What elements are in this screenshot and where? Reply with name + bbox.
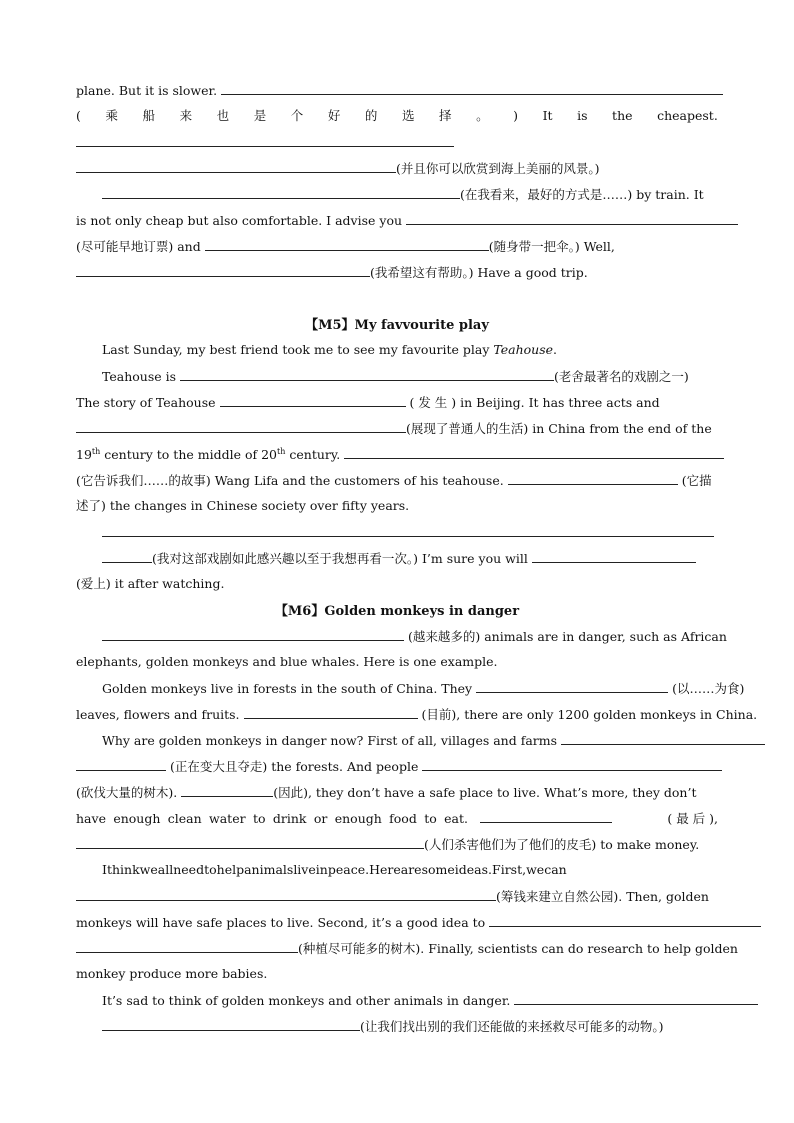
- m4-line-5: (在我看来，最好的方式是……) by train. It: [76, 184, 718, 204]
- m4-line-6: is not only cheap but also comfortable. I advise you: [76, 210, 718, 230]
- word-token: eat.: [444, 811, 468, 826]
- answer-blank[interactable]: [422, 756, 722, 771]
- m6-line-15: It’s sad to think of golden monkeys and other animals in danger.: [76, 990, 718, 1010]
- m5-line-3: The story of Teahouse ( 发 生 ) in Beijing. It has three acts and: [76, 392, 718, 412]
- m5-line-9: (我对这部戏剧如此感兴趣以至于我想再看一次。) I’m sure you will: [76, 548, 718, 568]
- answer-blank[interactable]: [561, 730, 765, 745]
- m6-line-8: have enough clean water to drink or enough food to eat. ( 最 后 ),: [76, 808, 718, 828]
- m5-line-10: (爱上) it after watching.: [76, 576, 225, 591]
- answer-blank[interactable]: [220, 392, 406, 407]
- m6-line-3: Golden monkeys live in forests in the south of China. They (以……为食): [76, 678, 718, 698]
- answer-blank[interactable]: [344, 444, 724, 459]
- answer-blank[interactable]: [244, 704, 418, 719]
- word-token: enough: [113, 811, 161, 826]
- word-token: all: [157, 862, 174, 877]
- word-token: live: [293, 862, 316, 877]
- m4-line-3: [76, 132, 718, 152]
- answer-blank[interactable]: [102, 626, 404, 641]
- word-token: think: [106, 862, 140, 877]
- word-token: First,: [492, 862, 527, 877]
- m6-line-8-words: [76, 809, 468, 829]
- m6-line-5: Why are golden monkeys in danger now? First of all, villages and farms: [76, 730, 718, 750]
- m5-line-6: (它告诉我们……的故事) Wang Lifa and the customers of his teahouse. (它描: [76, 470, 718, 490]
- word-token: Here: [369, 862, 401, 877]
- m6-line-6: (正在变大且夺走) the forests. And people: [76, 756, 718, 776]
- word-token: 好: [327, 108, 341, 123]
- m4-line-7: (尽可能早地订票) and (随身带一把伞。) Well,: [76, 236, 718, 256]
- m6-line-9: (人们杀害他们为了他们的皮毛) to make money.: [76, 834, 718, 854]
- word-token: clean: [167, 811, 202, 826]
- m5-line-1: Last Sunday, my best friend took me to see my favourite play Teahouse.: [102, 342, 558, 357]
- answer-blank[interactable]: [221, 80, 723, 95]
- answer-blank[interactable]: [476, 678, 668, 693]
- word-token: I: [102, 862, 107, 877]
- word-token: 。: [476, 108, 489, 123]
- word-token: food: [389, 811, 417, 826]
- answer-blank[interactable]: [480, 808, 612, 823]
- answer-blank[interactable]: [76, 938, 298, 953]
- m5-line-8: [76, 522, 718, 542]
- word-token: in: [315, 862, 328, 877]
- answer-blank[interactable]: [205, 236, 489, 251]
- word-token: 来: [179, 108, 193, 123]
- word-token: 选: [401, 108, 415, 123]
- word-token: 择: [439, 108, 452, 123]
- word-token: help: [216, 862, 245, 877]
- word-token: (: [76, 108, 81, 123]
- m6-line-16: (让我们找出别的我们还能做的来拯救尽可能多的动物。): [76, 1016, 718, 1036]
- answer-blank[interactable]: [76, 158, 396, 173]
- word-token: 个: [290, 108, 304, 123]
- answer-blank[interactable]: [532, 548, 696, 563]
- word-token: 乘: [105, 108, 118, 123]
- m6-line-14: monkey produce more babies.: [76, 966, 268, 981]
- answer-blank[interactable]: [76, 418, 406, 433]
- word-token: to: [252, 811, 266, 826]
- answer-blank[interactable]: [102, 522, 714, 537]
- word-token: enough: [334, 811, 382, 826]
- word-token: the: [612, 108, 633, 123]
- answer-blank[interactable]: [406, 210, 738, 225]
- m6-line-7: (砍伐大量的树木). (因此), they don’t have a safe place to live. What’s more, they don’t: [76, 782, 718, 802]
- m6-line-4: leaves, flowers and fruits. (目前), there are only 1200 golden monkeys in China.: [76, 704, 718, 724]
- m5-line-2: Teahouse is (老舍最著名的戏剧之一): [76, 366, 718, 386]
- answer-blank[interactable]: [514, 990, 758, 1005]
- section-title-m5: 【M5】My favvourite play: [305, 318, 489, 333]
- m6-line-1: (越来越多的) animals are in danger, such as African: [76, 626, 718, 646]
- word-token: 的: [364, 108, 378, 123]
- m6-line-13: (种植尽可能多的树木). Finally, scientists can do research to help golden: [76, 938, 718, 958]
- answer-blank[interactable]: [76, 886, 496, 901]
- m6-line-11: (筹钱来建立自然公园). Then, golden: [76, 886, 718, 906]
- answer-blank[interactable]: [102, 184, 460, 199]
- word-token: drink: [272, 811, 307, 826]
- word-token: we: [139, 862, 158, 877]
- m6-line-10: [102, 860, 718, 880]
- word-token: cheapest.: [657, 108, 718, 123]
- answer-blank[interactable]: [102, 1016, 360, 1031]
- m5-line-5: 19th century to the middle of 20th century.: [76, 444, 718, 464]
- word-token: 船: [142, 108, 156, 123]
- word-token: It: [542, 108, 553, 123]
- answer-blank[interactable]: [181, 782, 273, 797]
- m5-line-4: (展现了普通人的生活) in China from the end of the: [76, 418, 718, 438]
- answer-blank[interactable]: [76, 756, 166, 771]
- word-token: peace.: [327, 862, 370, 877]
- answer-blank[interactable]: [489, 912, 761, 927]
- word-token: to: [204, 862, 217, 877]
- m5-line-7: 述了) the changes in Chinese society over fifty years.: [76, 498, 410, 513]
- m6-line-2: elephants, golden monkeys and blue whales. Here is one example.: [76, 654, 498, 669]
- word-token: ideas.: [454, 862, 493, 877]
- answer-blank[interactable]: [180, 366, 554, 381]
- word-token: can: [544, 862, 567, 877]
- answer-blank[interactable]: [102, 548, 152, 563]
- word-token: to: [424, 811, 437, 826]
- word-token: have: [76, 811, 106, 826]
- word-token: 也: [216, 108, 230, 123]
- m4-line-1: plane. But it is slower.: [76, 80, 718, 100]
- m6-line-12: monkeys will have safe places to live. Second, it’s a good idea to: [76, 912, 718, 932]
- m4-line-4: (并且你可以欣赏到海上美丽的风景。): [76, 158, 718, 178]
- answer-blank[interactable]: [76, 834, 424, 849]
- answer-blank[interactable]: [76, 132, 454, 147]
- word-token: ): [513, 108, 519, 123]
- word-token: water: [209, 811, 246, 826]
- word-token: need: [173, 862, 205, 877]
- word-token: we: [526, 862, 545, 877]
- word-token: animals: [244, 862, 294, 877]
- word-token: are: [400, 862, 422, 877]
- word-token: 是: [253, 108, 267, 123]
- answer-blank[interactable]: [76, 262, 370, 277]
- word-token: some: [421, 862, 455, 877]
- answer-blank[interactable]: [508, 470, 678, 485]
- word-token: is: [577, 108, 588, 123]
- section-title-m6: 【M6】Golden monkeys in danger: [274, 604, 520, 619]
- m4-line-2: [76, 106, 718, 126]
- m4-line-8: (我希望这有帮助。) Have a good trip.: [76, 262, 718, 282]
- word-token: or: [313, 811, 328, 826]
